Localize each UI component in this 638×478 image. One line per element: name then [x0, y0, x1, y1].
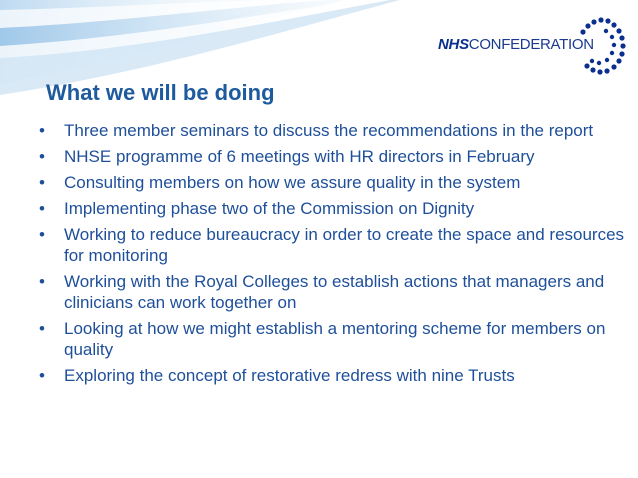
bullet-text: Three member seminars to discuss the recommendations in the report [64, 121, 594, 140]
bullet-icon: • [39, 147, 45, 166]
bullet-text: Consulting members on how we assure quality in the system [64, 173, 521, 192]
bullet-icon: • [39, 121, 45, 140]
bullet-text: Exploring the concept of restorative redress with nine Trusts [64, 366, 515, 385]
bullet-item-reduce-bureaucracy [36, 224, 626, 266]
bullet-item-commission-dignity [36, 198, 626, 219]
bullet-icon: • [39, 366, 45, 385]
slide-title: What we will be doing [46, 80, 275, 105]
bullet-item-consulting-members [36, 172, 626, 193]
bullet-text: Working with the Royal Colleges to establish actions that managers and clinicians can work together on [64, 272, 605, 312]
logo-confederation-text: CONFEDERATION [468, 36, 594, 53]
bullet-icon: • [39, 272, 45, 291]
bullet-item-royal-colleges [36, 271, 626, 313]
bullet-item-mentoring-scheme [36, 318, 626, 360]
bullet-item-nhse-programme [36, 146, 626, 167]
bullet-text: Implementing phase two of the Commission on Dignity [64, 199, 475, 218]
bullet-text: NHSE programme of 6 meetings with HR directors in February [64, 147, 535, 166]
nhs-confederation-logo [438, 16, 628, 76]
logo-nhs-text: NHS [438, 36, 469, 53]
bullet-text: Working to reduce bureaucracy in order to create the space and resources for monitoring [64, 225, 625, 265]
logo-dots-icon [558, 16, 628, 76]
bullet-list [36, 120, 626, 391]
bullet-icon: • [39, 173, 45, 192]
bullet-text: Looking at how we might establish a mentoring scheme for members on quality [64, 319, 606, 359]
bullet-item-seminars [36, 120, 626, 141]
bullet-icon: • [39, 225, 45, 244]
bullet-icon: • [39, 319, 45, 338]
bullet-item-restorative-redress [36, 365, 626, 386]
bullet-icon: • [39, 199, 45, 218]
